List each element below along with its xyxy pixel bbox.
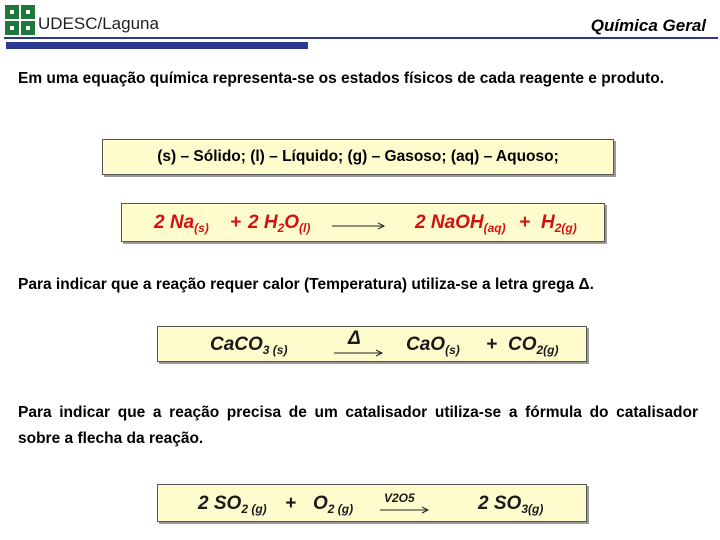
product-sulfur-trioxide: 2 $SO_{3(g)}$ xyxy=(478,493,544,516)
plus-sign: + xyxy=(285,493,297,514)
catalyst-label: V2O5 xyxy=(384,491,415,505)
product-sodium-hydroxide: 2 NaOH$_{(aq)}$ xyxy=(415,212,506,235)
equation-sodium-water xyxy=(121,203,605,242)
brand-name: UDESC/Laguna xyxy=(38,14,159,33)
course-title: Química Geral xyxy=(590,16,706,35)
udesc-logo-icon xyxy=(4,4,36,36)
reactant-oxygen: $O_{2 (g)}$ xyxy=(313,493,354,516)
reactant-water: 2 $H_2O_{(l)}$ xyxy=(248,212,311,235)
product-hydrogen: $H_{2(g)}$ xyxy=(541,212,577,235)
physical-states-box xyxy=(102,139,614,175)
reaction-arrow-icon xyxy=(380,506,432,514)
delta-symbol: Δ xyxy=(348,328,361,349)
equation-sulfur-dioxide xyxy=(157,484,587,522)
plus-sign: + xyxy=(486,334,498,355)
equation-calcium-carbonate xyxy=(157,326,587,362)
catalyst-paragraph: Para indicar que a reação precisa de um catalisador utiliza-se a fórmula do catalisador sobre a flecha da reação. xyxy=(18,404,698,447)
intro-paragraph: Em uma equação química representa-se os estados físicos de cada reagente e produto. xyxy=(18,70,665,87)
reaction-arrow-icon xyxy=(334,349,386,357)
product-carbon-dioxide: $CO_{2(g)}$ xyxy=(508,334,559,357)
plus-sign: + xyxy=(230,212,242,233)
reaction-arrow-icon xyxy=(332,222,388,230)
header-accent-bar xyxy=(6,42,308,49)
heat-paragraph: Para indicar que a reação requer calor (Temperatura) utiliza-se a letra grega Δ. xyxy=(18,276,594,293)
reactant-sulfur-dioxide: 2 $SO_{2 (g)}$ xyxy=(198,493,267,516)
reactant-sodium: 2 $Na_{(s)}$ xyxy=(154,212,209,235)
product-calcium-oxide: CaO$_{(s)}$ xyxy=(406,334,460,357)
reactant-calcium-carbonate: CaCO$_{3 (s)}$ xyxy=(210,334,288,357)
physical-states-text: (s) – Sólido; (l) – Líquido; (g) – Gasoso; (aq) – Aquoso; xyxy=(157,148,559,165)
header-divider xyxy=(4,37,718,39)
plus-sign: + xyxy=(519,212,531,233)
